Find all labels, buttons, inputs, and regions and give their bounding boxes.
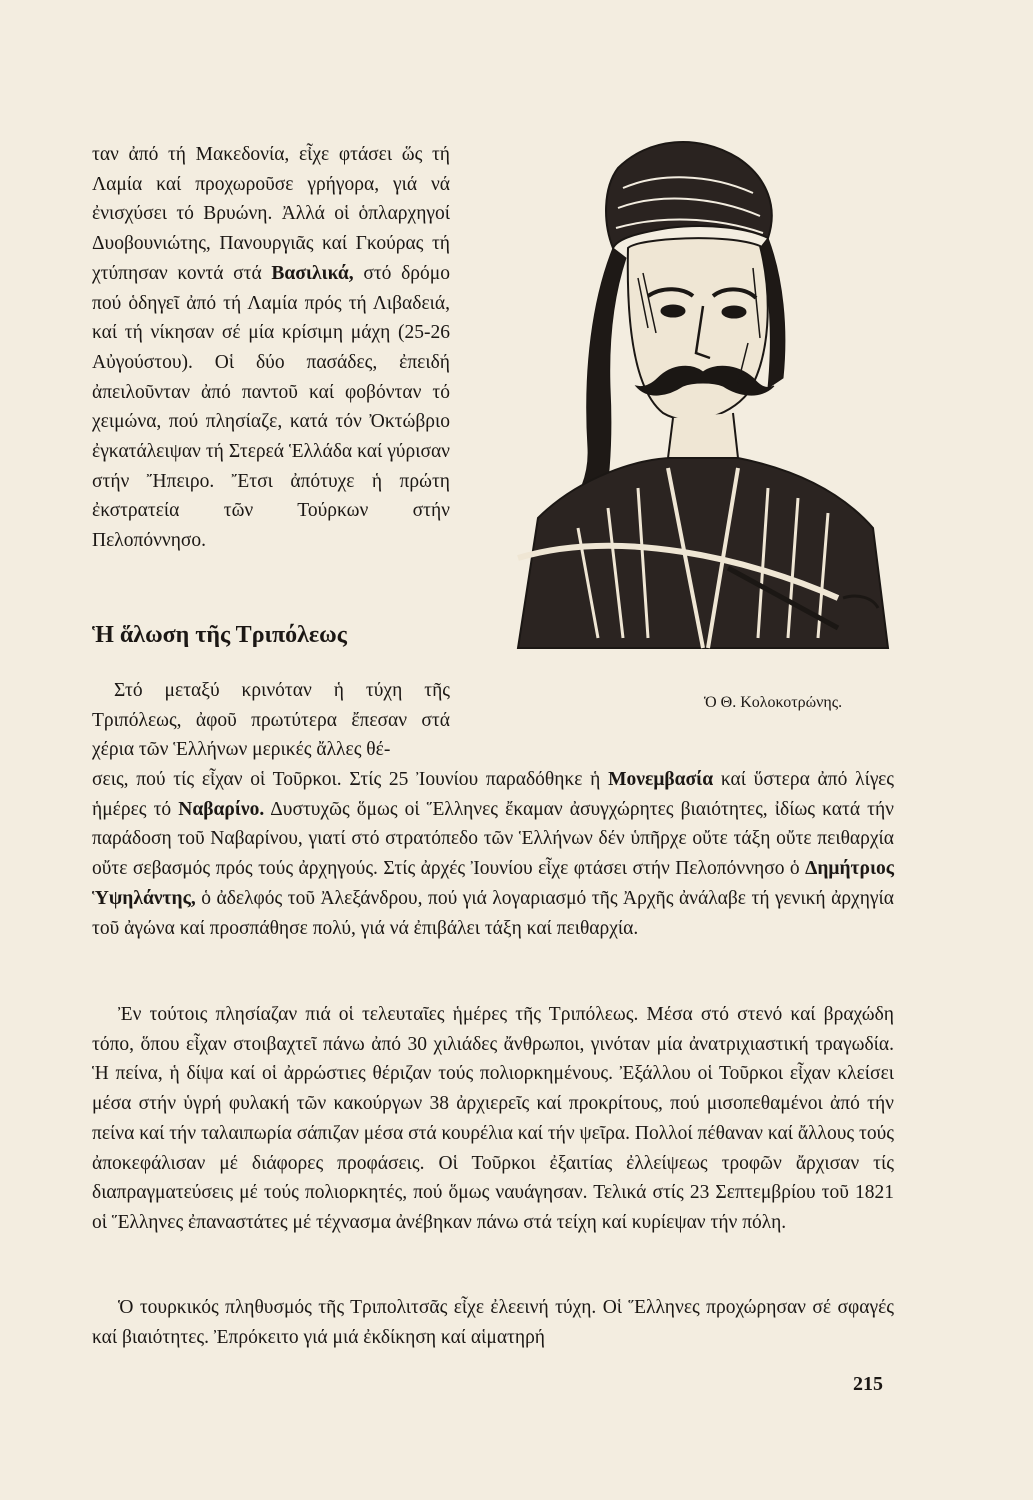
full-width-text-1: [92, 765, 894, 943]
page-number: 215: [853, 1373, 883, 1395]
section-intro: Στό μεταξύ κρινόταν ἡ τύχη τῆς Τριπόλεως, ἀφοῦ πρωτύτερα ἔπεσαν στά χέρια τῶν Ἑλλήνων μερικές ἄλλες θέ-: [92, 680, 450, 761]
bold-term-monemvasia: Μονεμβασία: [608, 769, 714, 790]
bold-term-ypsilantis: Δημήτριος Ὑψηλάντης,: [92, 858, 894, 909]
bold-term-navarino: Ναβαρίνο.: [178, 798, 265, 820]
section-heading: Ἡ ἅλωση τῆς Τριπόλεως: [92, 622, 347, 648]
portrait-drawing: [518, 142, 888, 648]
full-width-text-2: [92, 1000, 894, 1238]
full-width-text-3: [92, 1293, 894, 1352]
kolokotronis-portrait: [498, 128, 898, 678]
paragraph-3: Ἐν τούτοις πλησίαζαν πιά οἱ τελευταῖες ἡμέρες τῆς Τριπόλεως. Μέσα στό στενό καί βραχώδη τόπο, ὅπου εἶχαν στοιβαχτεῖ πάνω ἀπό 30 χιλιάδες ἄνθρωποι, γινόταν μία ἀνατριχιαστική τραγωδία. Ἡ πείνα, ἡ δίψα καί οἱ ἀρρώστιες θέριζαν τούς πολιορκημένους. Ἐξάλλου οἱ Τοῦρκοι εἶχαν κλείσει μέσα στήν ὑγρή φυλακή τῶν κακούργων 38 ἀρχιερεῖς καί προκρίτους, πού μισοπεθαμένοι ἀπό τήν πείνα καί τήν ταλαιπωρία σάπιζαν μέσα στά κουρέλια καί τήν ψεῖρα. Πολλοί πέθαναν καί ἄλλους τούς ἀποκεφάλισαν μέ διάφορες προφάσεις. Οἱ Τοῦρκοι ἐξαιτίας ἐλλείψεως τροφῶν ἄρχισαν τίς διαπραγματεύσεις μέ τούς πολιορκητές, πού ὅμως ναυάγησαν. Τελικά στίς 23 Σεπτεμβρίου τοῦ 1821 οἱ Ἕλληνες ἐπαναστάτες μέ τέχνασμα ἀνέβηκαν πάνω στά τείχη καί κυρίεψαν τήν πόλη.: [92, 1004, 894, 1233]
paragraph-2: σεις, πού τίς εἶχαν οἱ Τοῦρκοι. Στίς 25 Ἰουνίου παραδόθηκε ἡ Μονεμβασία καί ὕστερα ἀπό λίγες ἡμέρες τό Ναβαρίνο. Δυστυχῶς ὅμως οἱ Ἕλληνες ἔκαμαν ἀσυγχώρητες βιαιότητες, ἰδίως κατά τήν παράδοση τοῦ Ναβαρίνου, γιατί στό στρατόπεδο τῶν Ἑλλήνων δέν ὑπῆρχε οὔτε τάξη οὔτε πειθαρχία οὔτε σεβασμός πρός τούς ἀρχηγούς. Στίς ἀρχές Ἰουνίου εἶχε φτάσει στήν Πελοπόννησο ὁ Δημήτριος Ὑψηλάντης, ὁ ἀδελφός τοῦ Ἀλεξάνδρου, πού γιά λογαριασμό τῆς Ἀρχῆς ἀνάλαβε τή γενική ἀρχηγία τοῦ ἀγώνα καί προσπάθησε πολύ, γιά νά ἐπιβάλει τάξη καί πειθαρχία.: [92, 769, 895, 939]
paragraph-1: ταν ἀπό τή Μακεδονία, εἶχε φτάσει ὥς τή Λαμία καί προχωροῦσε γρήγορα, γιά νά ἐνισχύσει τό Βρυώνη. Ἀλλά οἱ ὁπλαρχηγοί Δυοβουνιώτης, Πανουργιᾶς καί Γκούρας τή χτύπησαν κοντά στά Βασιλικά, στό δρόμο πού ὁδηγεῖ ἀπό τή Λαμία πρός τή Λιβαδειά, καί τή νίκησαν σέ μία κρίσιμη μάχη (25-26 Αὐγούστου). Οἱ δύο πασάδες, ἐπειδή ἀπειλοῦνταν ἀπό παντοῦ καί φοβόνταν τό χειμώνα, πού πλησίαζε, κατά τόν Ὀκτώβριο ἐγκατάλειψαν τή Στερεά Ἑλλάδα καί γύρισαν στήν Ἤπειρο. Ἔτσι ἀπότυχε ἡ πρώτη ἐκστρατεία τῶν Τούρκων στήν Πελοπόννησο.: [92, 144, 450, 552]
left-column-text: [92, 140, 450, 556]
bold-term-vasilika: Βασιλικά,: [271, 262, 354, 284]
paragraph-4: Ὁ τουρκικός πληθυσμός τῆς Τριπολιτσᾶς εἶχε ἐλεεινή τύχη. Οἱ Ἕλληνες προχώρησαν σέ σφαγές καί βιαιότητες. Ἐπρόκειτο γιά μιά ἐκδίκηση καί αἱματηρή: [92, 1297, 894, 1348]
figure-caption: Ὁ Θ. Κολοκοτρώνης.: [704, 694, 843, 711]
